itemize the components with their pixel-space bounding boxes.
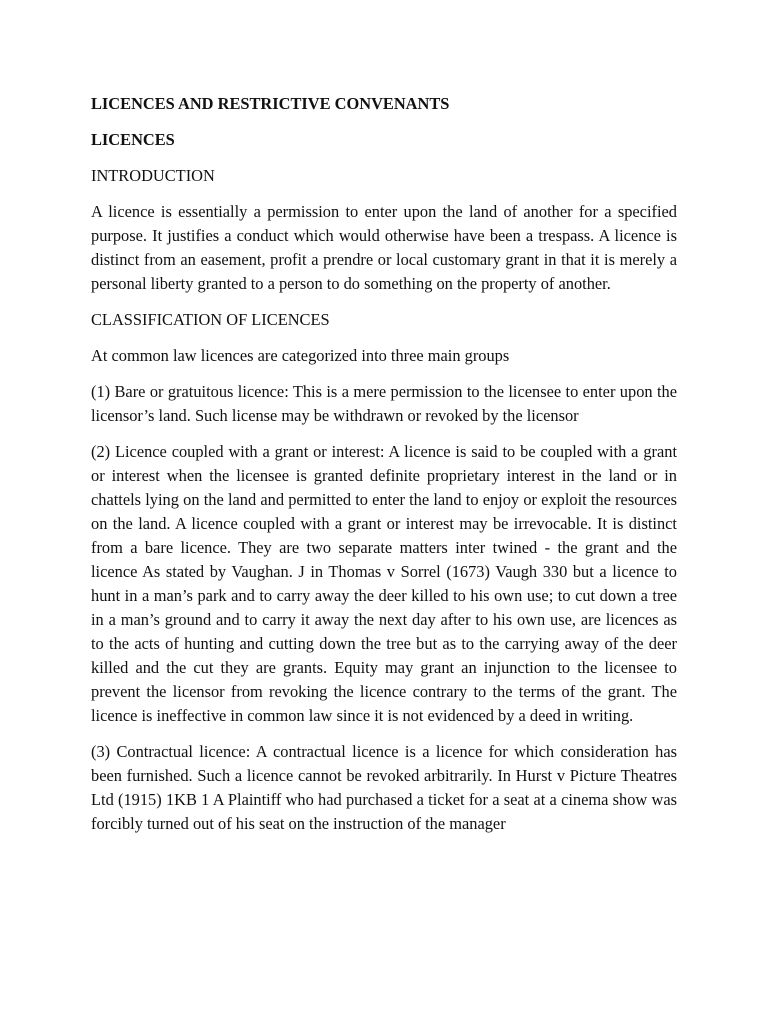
intro-heading: INTRODUCTION bbox=[91, 166, 215, 185]
document-body bbox=[91, 92, 677, 848]
section-title: LICENCES bbox=[91, 130, 175, 149]
document-title: LICENCES AND RESTRICTIVE CONVENANTS bbox=[91, 94, 450, 113]
classification-intro: At common law licences are categorized into three main groups bbox=[91, 346, 510, 365]
licence-type-bare: (1) Bare or gratuitous licence: This is a mere permission to the licensee to enter upon the licensor’s land. Such license may be withdrawn or revoked by the licensor bbox=[91, 382, 677, 425]
classification-heading: CLASSIFICATION OF LICENCES bbox=[91, 310, 330, 329]
licence-type-grant: (2) Licence coupled with a grant or interest: A licence is said to be coupled with a grant or interest when the licensee is granted definite proprietary interest in the land or in chattels lying on the land and permitted to enter the land to enjoy or exploit the resources on the land. A licence coupled with a grant or interest may be irrevocable. It is distinct from a bare licence. They are two separate matters inter twined - the grant and the licence As stated by Vaughan. J in Thomas v Sorrel (1673) Vaugh 330 but a licence to hunt in a man’s park and to carry away the deer killed to his own use; to cut down a tree in a man’s ground and to carry it away the next day after to his own use, are licences as to the acts of hunting and cutting down the tree but as to the carrying away of the deer killed and the cut they are grants. Equity may grant an injunction to the licensee to prevent the licensor from revoking the licence contrary to the terms of the grant. The licence is ineffective in common law since it is not evidenced by a deed in writing. bbox=[91, 442, 677, 725]
intro-paragraph: A licence is essentially a permission to enter upon the land of another for a specified purpose. It justifies a conduct which would otherwise have been a trespass. A licence is distinct from an easement, profit a prendre or local customary grant in that it is merely a personal liberty granted to a person to do something on the property of another. bbox=[91, 202, 677, 293]
licence-type-contractual: (3) Contractual licence: A contractual licence is a licence for which consideration has been furnished. Such a licence cannot be revoked arbitrarily. In Hurst v Picture Theatres Ltd (1915) 1KB 1 A Plaintiff who had purchased a ticket for a seat at a cinema show was forcibly turned out of his seat on the instruction of the manager bbox=[91, 742, 677, 833]
